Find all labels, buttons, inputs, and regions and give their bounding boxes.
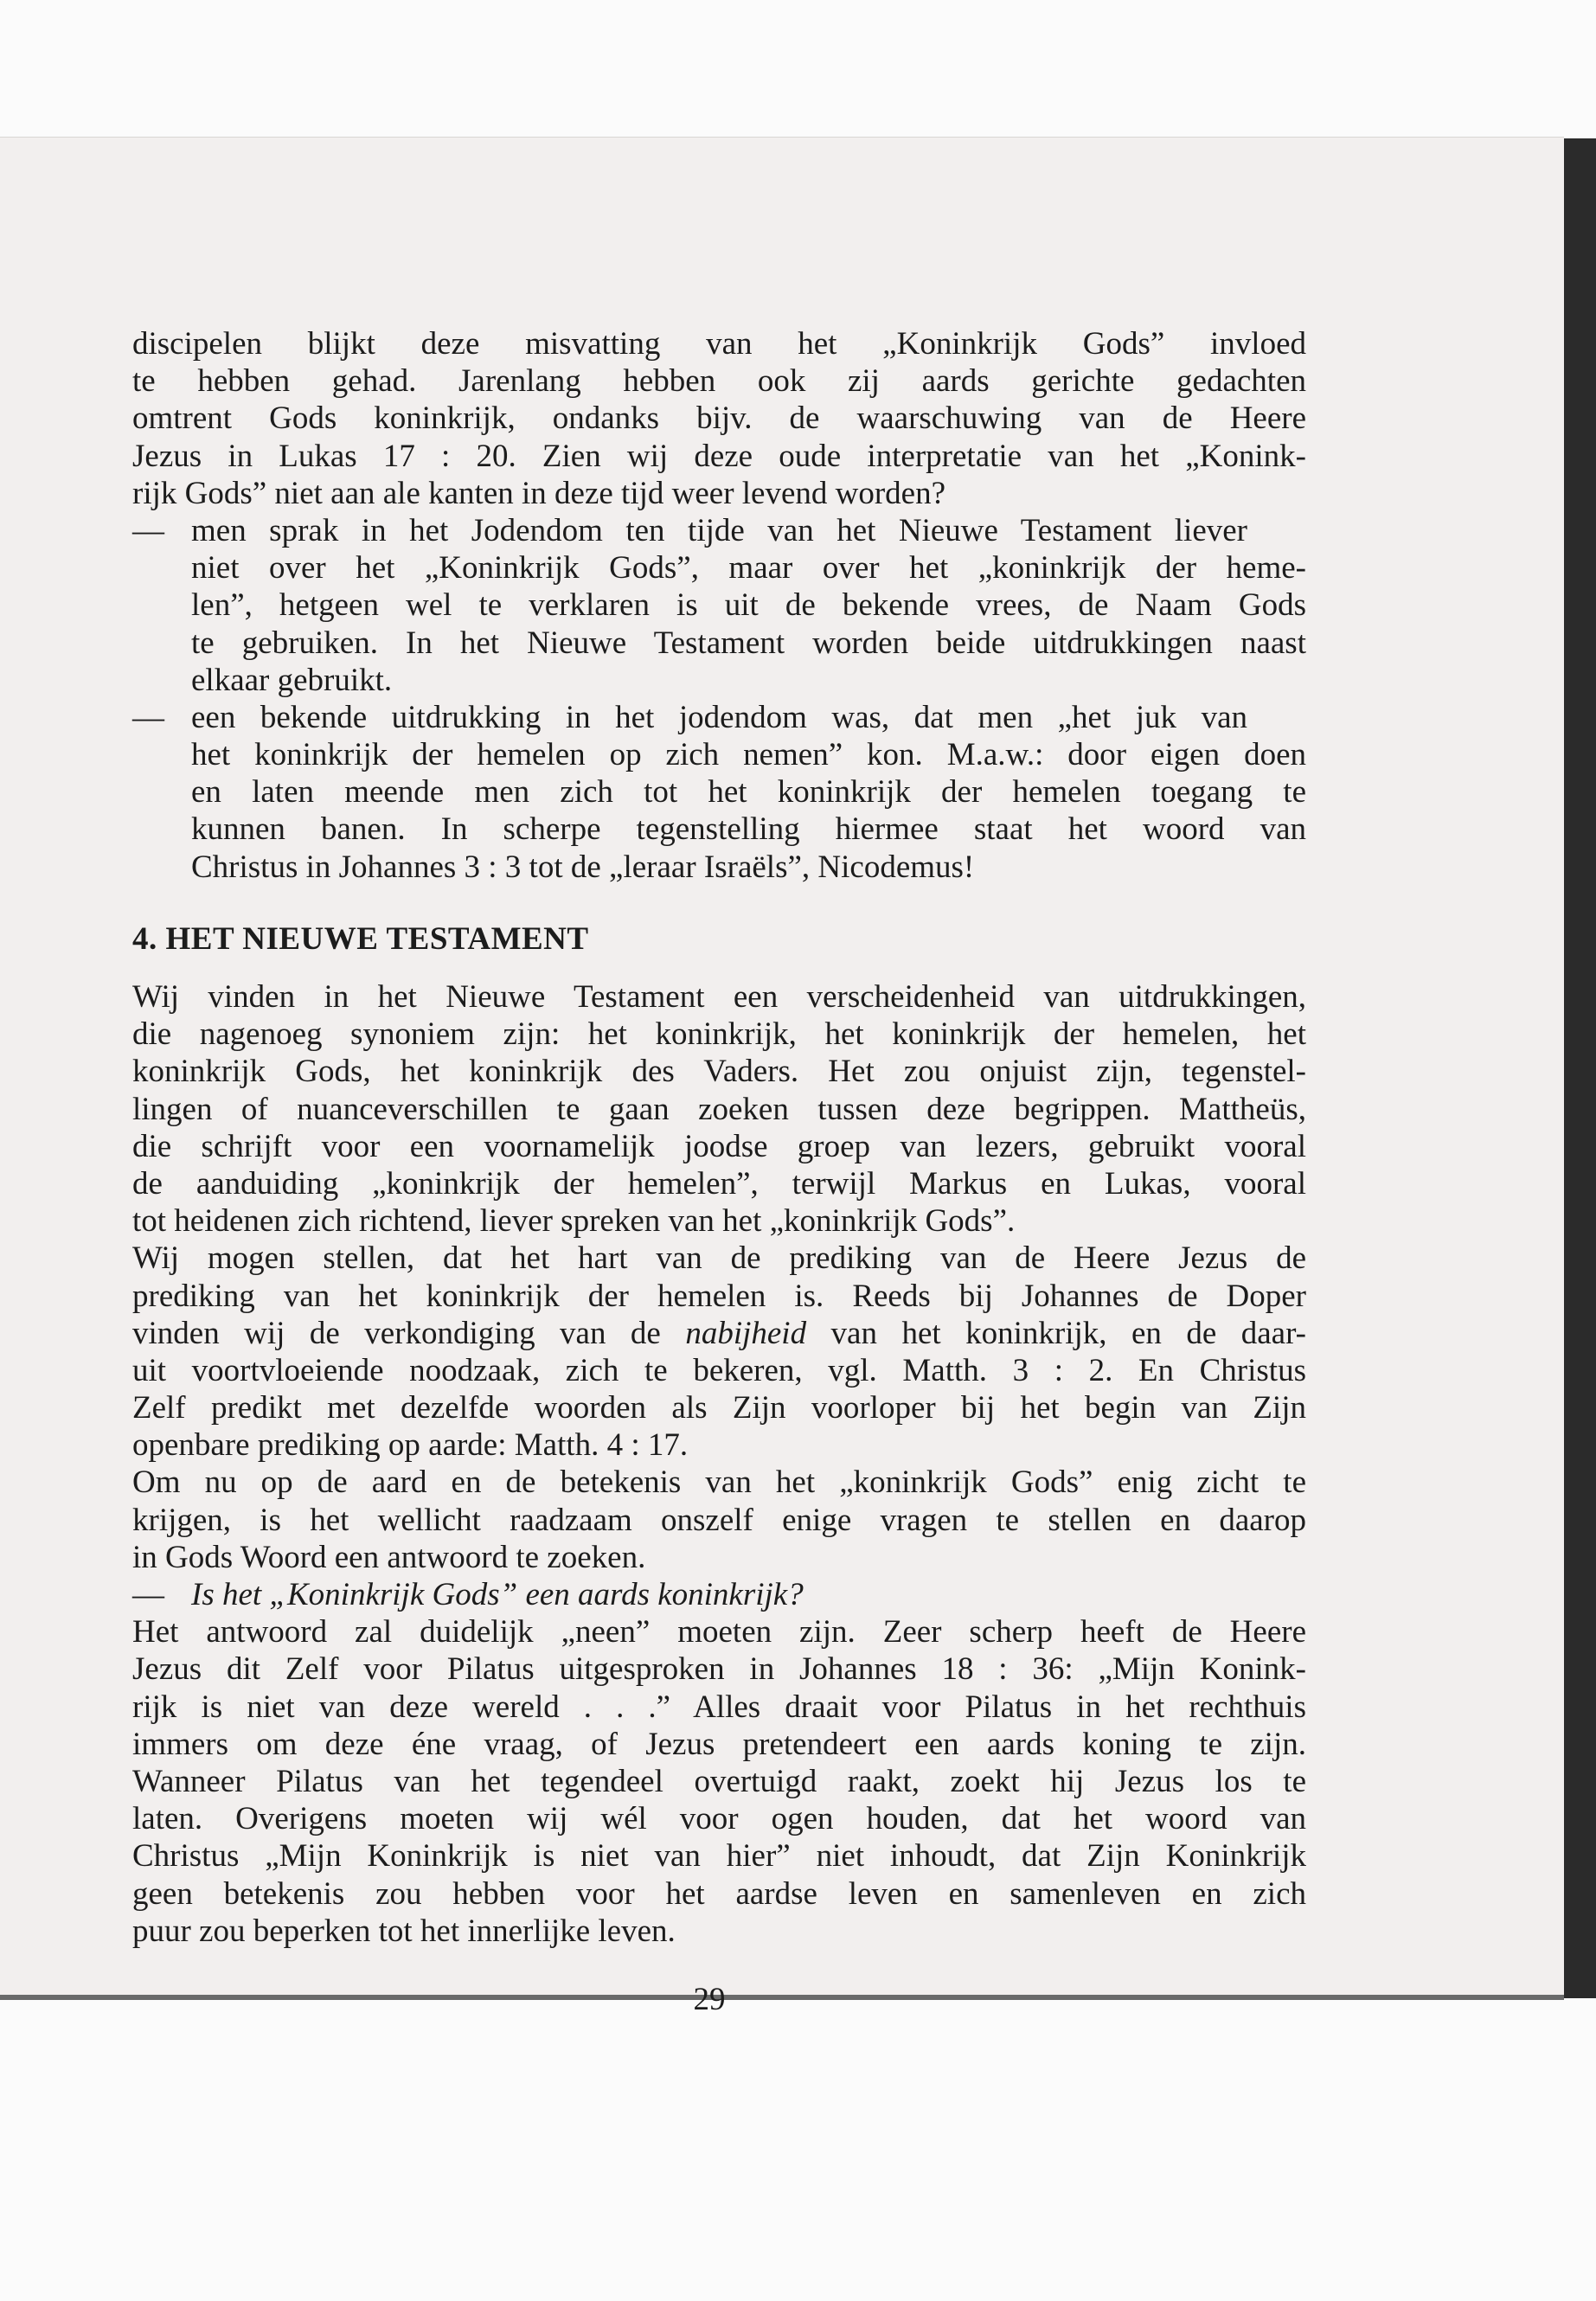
- text-line: kunnen banen. In scherpe tegenstelling hiermee staat het woord van: [191, 811, 1306, 848]
- text-line: rijk is niet van deze wereld . . .” Alles draait voor Pilatus in het rechthuis: [132, 1689, 1306, 1725]
- text-line: Wanneer Pilatus van het tegendeel overtuigd raakt, zoekt hij Jezus los te: [132, 1763, 1306, 1799]
- text-line: die schrijft voor een voornamelijk joodse groep van lezers, gebruikt vooral: [132, 1128, 1306, 1164]
- text-line: het koninkrijk der hemelen op zich nemen” kon. M.a.w.: door eigen doen: [191, 737, 1306, 773]
- text-line: Om nu op de aard en de betekenis van het „koninkrijk Gods” enig zicht te: [132, 1465, 1306, 1501]
- text-line: Jezus in Lukas 17 : 20. Zien wij deze oude interpretatie van het „Konink-: [132, 438, 1306, 474]
- text-line: immers om deze éne vraag, of Jezus pretendeert een aards koning te zijn.: [132, 1726, 1306, 1762]
- page-number: 29: [693, 1982, 726, 2017]
- text-line: Wij mogen stellen, dat het hart van de prediking van de Heere Jezus de: [132, 1240, 1306, 1277]
- text-line: en laten meende men zich tot het koninkrijk der hemelen toegang te: [191, 774, 1306, 811]
- text-line: puur zou beperken tot het innerlijke leven.: [132, 1913, 676, 1949]
- text-line: openbare prediking op aarde: Matth. 4 : 17.: [132, 1427, 689, 1464]
- text-line: Jezus dit Zelf voor Pilatus uitgesproken in Johannes 18 : 36: „Mijn Konink-: [132, 1651, 1306, 1688]
- question-item: [132, 1576, 1306, 1613]
- text-line: omtrent Gods koninkrijk, ondanks bijv. de waarschuwing van de Heere: [132, 401, 1306, 437]
- text-line: uit voortvloeiende noodzaak, zich te bekeren, vgl. Matth. 3 : 2. En Christus: [132, 1352, 1306, 1388]
- dash-item: [132, 512, 1306, 549]
- text-line: de aanduiding „koninkrijk der hemelen”, terwijl Markus en Lukas, vooral: [132, 1165, 1306, 1202]
- text-line: in Gods Woord een antwoord te zoeken.: [132, 1539, 646, 1575]
- text-line: laten. Overigens moeten wij wél voor ogen houden, dat het woord van: [132, 1801, 1306, 1837]
- text-line: Christus in Johannes 3 : 3 tot de „leraar Israëls”, Nicodemus!: [191, 849, 975, 885]
- text-line: die nagenoeg synoniem zijn: het koninkrijk, het koninkrijk der hemelen, het: [132, 1016, 1306, 1053]
- page-edge-shadow: [1564, 138, 1596, 1998]
- text-line: Wij vinden in het Nieuwe Testament een verscheidenheid van uitdrukkingen,: [132, 979, 1306, 1015]
- text-line: len”, hetgeen wel te verklaren is uit de bekende vrees, de Naam Gods: [191, 587, 1306, 624]
- scan-background-top: [0, 0, 1596, 138]
- text-line: lingen of nuanceverschillen te gaan zoeken tussen deze begrippen. Mattheüs,: [132, 1091, 1306, 1127]
- text-line: rijk Gods” niet aan ale kanten in deze tijd weer levend worden?: [132, 475, 946, 511]
- em-dash: —: [132, 1577, 164, 1612]
- emphasis-nabijheid: nabijheid: [685, 1315, 807, 1351]
- text-line: Het antwoord zal duidelijk „neen” moeten zijn. Zeer scherp heeft de Heere: [132, 1614, 1306, 1650]
- dash-item-text: een bekende uitdrukking in het jodendom was, dat men „het juk van: [191, 699, 1247, 735]
- text-line: te gebruiken. In het Nieuwe Testament worden beide uitdrukkingen naast: [191, 625, 1306, 661]
- em-dash: —: [132, 699, 164, 735]
- dash-item: [132, 699, 1306, 736]
- text-line: Christus „Mijn Koninkrijk is niet van hier” niet inhoudt, dat Zijn Koninkrijk: [132, 1838, 1306, 1875]
- text-line: tot heidenen zich richtend, liever spreken van het „koninkrijk Gods”.: [132, 1203, 1016, 1240]
- text-line: Zelf predikt met dezelfde woorden als Zijn voorloper bij het begin van Zijn: [132, 1390, 1306, 1426]
- text-line: prediking van het koninkrijk der hemelen is. Reeds bij Johannes de Doper: [132, 1278, 1306, 1314]
- text-line: elkaar gebruikt.: [191, 662, 393, 698]
- dash-item-text: men sprak in het Jodendom ten tijde van het Nieuwe Testament liever: [191, 512, 1247, 548]
- body-text: [132, 325, 1306, 1950]
- text-fragment: vinden wij de verkondiging van de: [132, 1315, 686, 1351]
- text-line: niet over het „Koninkrijk Gods”, maar over het „koninkrijk der heme-: [191, 550, 1306, 586]
- text-line: geen betekenis zou hebben voor het aardse leven en samenleven en zich: [132, 1875, 1306, 1912]
- section-heading: 4. HET NIEUWE TESTAMENT: [132, 920, 589, 957]
- text-line: krijgen, is het wellicht raadzaam onszelf enige vragen te stellen en daarop: [132, 1502, 1306, 1538]
- text-line: discipelen blijkt deze misvatting van het „Koninkrijk Gods” invloed: [132, 326, 1306, 362]
- text-line: [132, 1315, 1306, 1352]
- em-dash: —: [132, 512, 164, 548]
- text-line: koninkrijk Gods, het koninkrijk des Vaders. Het zou onjuist zijn, tegenstel-: [132, 1054, 1306, 1090]
- text-line: te hebben gehad. Jarenlang hebben ook zij aards gerichte gedachten: [132, 363, 1306, 400]
- question-text: Is het „Koninkrijk Gods” een aards koninkrijk?: [191, 1577, 804, 1612]
- scan-background-bottom: [0, 2000, 1596, 2301]
- text-fragment: van het koninkrijk, en de daar-: [806, 1315, 1306, 1351]
